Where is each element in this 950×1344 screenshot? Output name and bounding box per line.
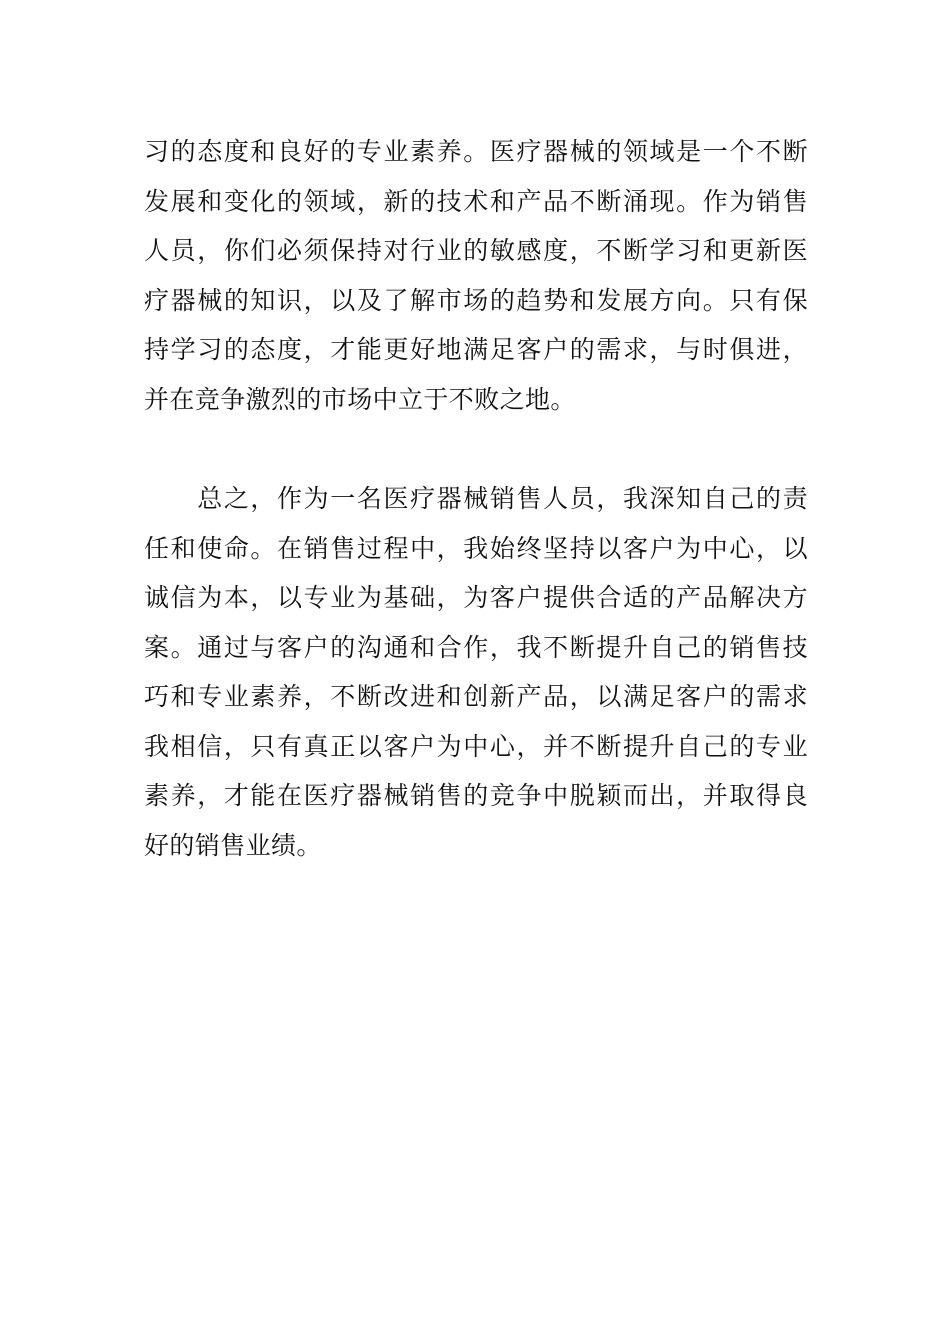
paragraph-line: 任和使命。在销售过程中，我始终坚持以客户为中心，以 [144, 533, 808, 563]
paragraph-line: 诚信为本，以专业为基础，为客户提供合适的产品解决方 [144, 583, 808, 612]
paragraph-line: 好的销售业绩。 [144, 830, 322, 860]
paragraph-line: 持学习的态度，才能更好地满足客户的需求，与时俱进， [144, 335, 808, 364]
paragraph-line: 总之，作为一名医疗器械销售人员，我深知自己的责 [144, 484, 808, 513]
paragraph-line: 素养，才能在医疗器械销售的竞争中脱颖而出，并取得良 [144, 781, 808, 810]
paragraph-line: 发展和变化的领域，新的技术和产品不断涌现。作为销售 [144, 186, 808, 216]
paragraph-conclusion [144, 474, 808, 870]
paragraph-line: 习的态度和良好的专业素养。医疗器械的领域是一个不断 [144, 137, 808, 166]
paragraph-line: 人员，你们必须保持对行业的敏感度，不断学习和更新医 [144, 236, 808, 265]
paragraph-line: 巧和专业素养，不断改进和创新产品，以满足客户的需求 [144, 682, 808, 711]
paragraph-line: 疗器械的知识，以及了解市场的趋势和发展方向。只有保 [144, 285, 808, 315]
paragraph-line: 案。通过与客户的沟通和合作，我不断提升自己的销售技 [144, 632, 808, 662]
paragraph-learning-attitude [144, 127, 808, 424]
paragraph-line: 我相信，只有真正以客户为中心，并不断提升自己的专业 [144, 731, 808, 761]
paragraph-line: 并在竞争激烈的市场中立于不败之地。 [144, 384, 576, 414]
